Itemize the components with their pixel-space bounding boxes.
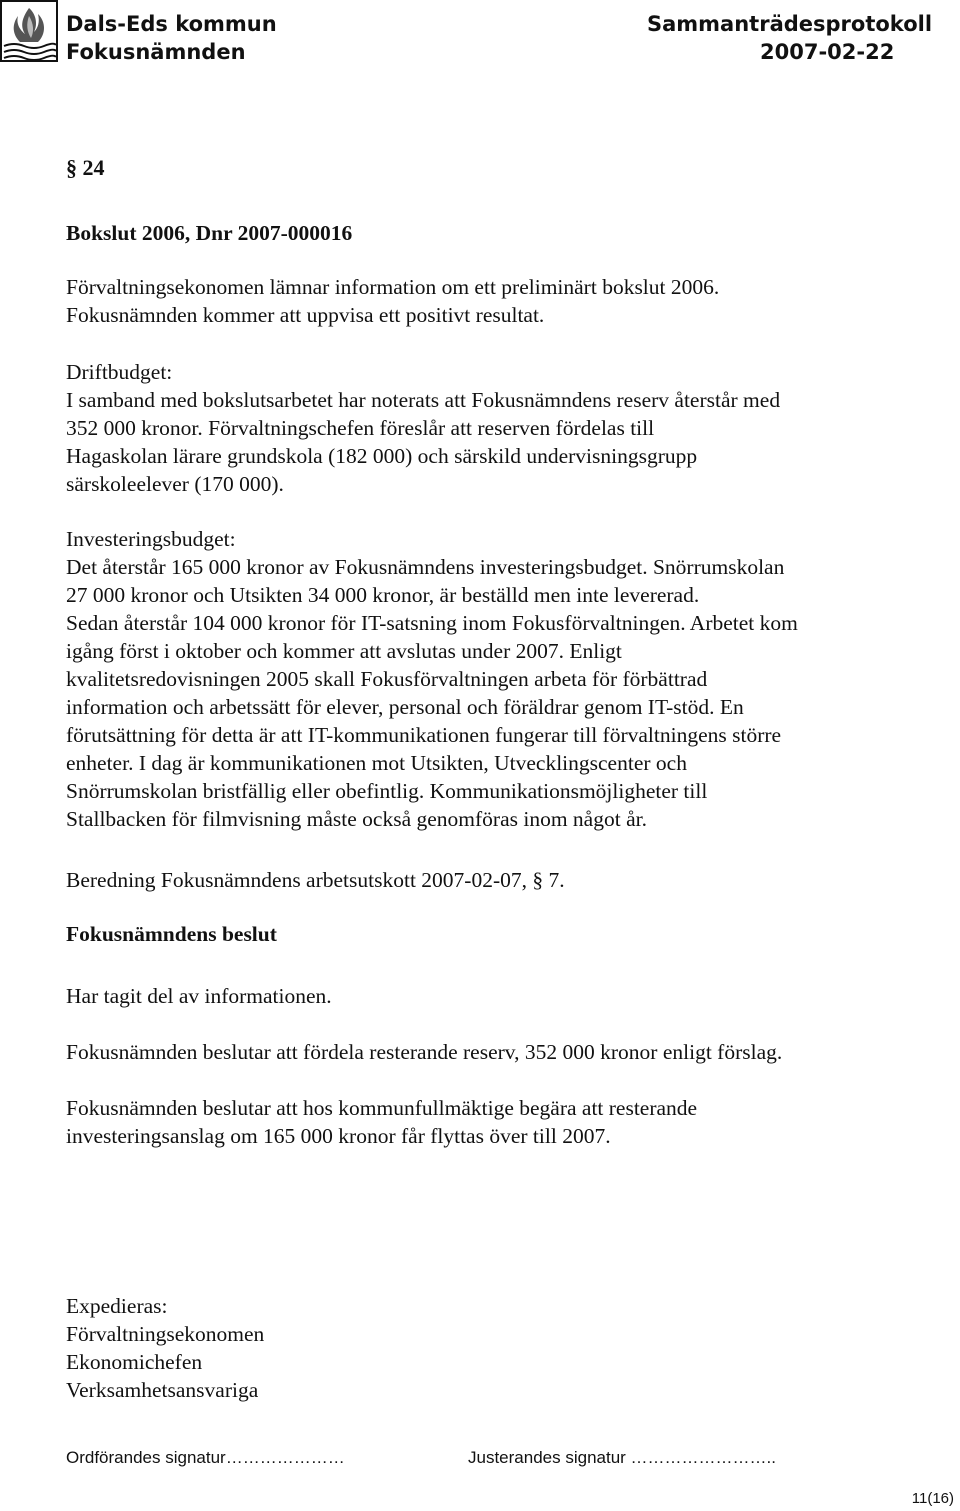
investment-label: Investeringsbudget:	[66, 527, 236, 551]
text-line: Hagaskolan lärare grundskola (182 000) och särskild undervisningsgrupp	[66, 444, 698, 468]
text-line: Stallbacken för filmvisning måste också genomföras inom något år.	[66, 807, 647, 831]
text-line: Snörrumskolan bristfällig eller obefintlig. Kommunikationsmöjligheter till	[66, 779, 708, 803]
text-line: Förvaltningsekonomen lämnar information om ett preliminärt bokslut 2006.	[66, 275, 720, 299]
text-line: Fokusnämnden beslutar att hos kommunfullmäktige begära att resterande	[66, 1096, 698, 1120]
text-line: Sedan återstår 104 000 kronor för IT-satsning inom Fokusförvaltningen. Arbetet kom	[66, 611, 798, 635]
beredning-reference: Beredning Fokusnämndens arbetsutskott 2007-02-07, § 7.	[66, 868, 565, 892]
item-title: Bokslut 2006, Dnr 2007-000016	[66, 221, 353, 245]
page-number: 11(16)	[911, 1490, 954, 1507]
decision-item	[66, 1094, 697, 1150]
text-line: särskoleelever (170 000).	[66, 472, 284, 496]
intro-paragraph	[66, 273, 719, 329]
paragraph-number: § 24	[66, 155, 105, 180]
document-type: Sammanträdesprotokoll	[647, 12, 933, 36]
recipient: Ekonomichefen	[66, 1350, 203, 1374]
board-name: Fokusnämnden	[66, 40, 246, 64]
distribution-label: Expedieras:	[66, 1294, 168, 1318]
text-line: Det återstår 165 000 kronor av Fokusnämndens investeringsbudget. Snörrumskolan	[66, 555, 785, 579]
adjuster-signature-line: Justerandes signatur ……………………..	[468, 1448, 776, 1467]
investment-budget-paragraph	[66, 525, 798, 833]
drift-label: Driftbudget:	[66, 360, 173, 384]
text-line: 27 000 kronor och Utsikten 34 000 kronor, är beställd men inte levererad.	[66, 583, 700, 607]
text-line: Fokusnämnden kommer att uppvisa ett positivt resultat.	[66, 303, 545, 327]
drift-budget-paragraph	[66, 358, 780, 498]
distribution-list	[66, 1292, 264, 1404]
text-line: information och arbetssätt för elever, personal och föräldrar genom IT-stöd. En	[66, 695, 744, 719]
text-line: I samband med bokslutsarbetet har noterats att Fokusnämndens reserv återstår med	[66, 388, 781, 412]
recipient: Förvaltningsekonomen	[66, 1322, 265, 1346]
municipality-logo	[0, 0, 58, 62]
text-line: enheter. I dag är kommunikationen mot Utsikten, Utvecklingscenter och	[66, 751, 687, 775]
meeting-date: 2007-02-22	[760, 40, 895, 64]
text-line: investeringsanslag om 165 000 kronor får flyttas över till 2007.	[66, 1124, 611, 1148]
text-line: kvalitetsredovisningen 2005 skall Fokusförvaltningen arbeta för förbättrad	[66, 667, 708, 691]
decision-item: Har tagit del av informationen.	[66, 984, 332, 1008]
chair-signature-line: Ordförandes signatur…………………	[66, 1448, 345, 1467]
text-line: igång först i oktober och kommer att avslutas under 2007. Enligt	[66, 639, 622, 663]
decision-item: Fokusnämnden beslutar att fördela resterande reserv, 352 000 kronor enligt förslag.	[66, 1040, 783, 1064]
text-line: 352 000 kronor. Förvaltningschefen föreslår att reserven fördelas till	[66, 416, 655, 440]
recipient: Verksamhetsansvariga	[66, 1378, 259, 1402]
decision-heading: Fokusnämndens beslut	[66, 922, 277, 946]
text-line: förutsättning för detta är att IT-kommunikationen fungerar till förvaltningens större	[66, 723, 782, 747]
municipality-name: Dals-Eds kommun	[66, 12, 277, 36]
